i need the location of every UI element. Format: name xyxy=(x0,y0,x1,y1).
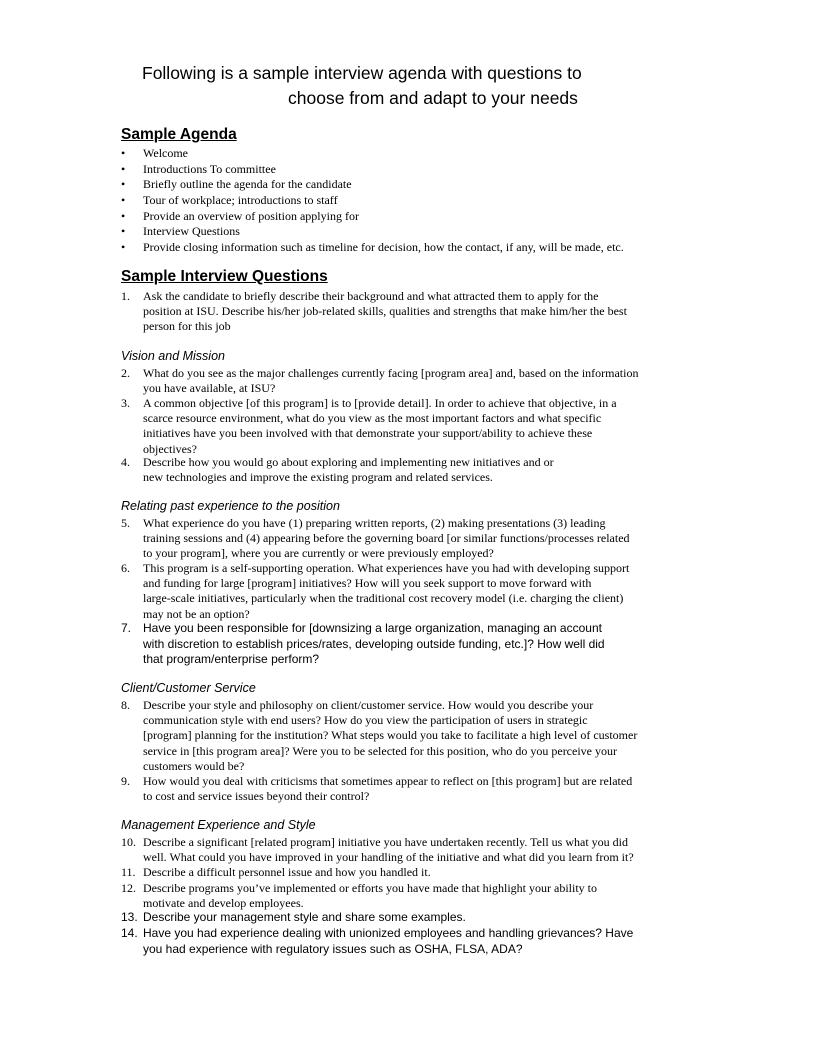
question-number: 5. xyxy=(121,516,130,530)
section-heading-client-service: Client/Customer Service xyxy=(121,681,256,695)
bullet: • xyxy=(121,224,126,239)
document-page: Following is a sample interview agenda with questions to choose from and adapt to your needs Sample Agenda • Welcome • Introductions To committee • Briefly outline the agenda for the candidate • Tour of workplace; introductions to staff • Provide an overview of position applying for • Interview Questions • Provide closing information such as timeline for decision, how the contact, if any, will be made, etc. Sample Interview Questions 1. Ask the candidate to briefly describe their background and what attracted them to apply for the position at ISU. Describe his/her job-related skills, qualities and strengths that make him/her the best person for this job Vision and Mission 2. What do you see as the major challenges currently facing [program area] and, based on the information you have available, at ISU? 3. A common objective [of this program] is to [provide detail]. In order to achieve that objective, in a scarce resource environment, what do you view as the most important factors and what specific initiatives have you been involved with that demonstrate your support/ability to achieve these objectives? 4. Describe how you would go about exploring and implementing new initiatives and or new technologies and improve the existing program and related services. Relating past experience to the position 5. What experience do you have (1) preparing written reports, (2) making presentations (3) leading training sessions and (4) appearing before the governing board [or similar functions/processes related to your program], where you are currently or were previously employed? 6. This program is a self-supporting operation. What experiences have you had with developing support and funding for large [program] initiatives? How will you seek support to move forward with large-scale initiatives, particularly when the traditional cost recovery model (i.e. charging the client) may not be an option? 7. Have you been responsible for [downsizing a large organization, managing an account with discretion to establish prices/rates, developing outside funding, etc.]? How well did that program/enterprise perform? Client/Customer Service 8. Describe your style and philosophy on client/customer service. How would you describe your communication style with end users? How do you view the participation of users in strategic [program] planning for the institution? What steps would you take to facilitate a high level of customer service in [this program area]? Were you to be selected for this position, who do you perceive your customers would be? 9. How would you deal with criticisms that sometimes appear to reflect on [this program] but are related to cost and service issues beyond their control? Management Experience and Style 10. Describe a significant [related program] initiative you have undertaken recently. Tell us what you did well. What could you have improved in your handling of the initiative and what did you learn from it? 11. Describe a difficult personnel issue and how you handled it. 12. Describe programs you’ve implemented or efforts you have made that highlight your ability to motivate and develop employees. 13. Describe your management style and share some examples. 14. Have you had experience dealing with unionized employees and handling grievances? Have you had experience with regulatory issues such as OSHA, FLSA, ADA? xyxy=(0,0,816,1056)
bullet: • xyxy=(121,161,126,176)
question-text: How would you deal with criticisms that sometimes appear to reflect on [this program] but are related to cost and service issues beyond their control? xyxy=(143,774,633,804)
question-number: 4. xyxy=(121,455,130,469)
bullet: • xyxy=(121,240,126,255)
question-number: 8. xyxy=(121,698,130,712)
section-heading-management: Management Experience and Style xyxy=(121,818,316,832)
question-text: What do you see as the major challenges currently facing [program area] and, based on the information you have available, at ISU? xyxy=(143,366,639,396)
question-number: 11. xyxy=(121,865,136,879)
question-number: 12. xyxy=(121,881,136,895)
question-text: Ask the candidate to briefly describe their background and what attracted them to apply for the position at ISU. Describe his/her job-related skills, qualities and strengths that make him/her the best person for this job xyxy=(143,289,627,334)
question-number: 1. xyxy=(121,289,130,303)
question-text: Describe programs you’ve implemented or efforts you have made that highlight your ability to motivate and develop employees. xyxy=(143,881,597,911)
sample-agenda-heading: Sample Agenda xyxy=(121,126,237,143)
question-text: This program is a self-supporting operation. What experiences have you had with developing support and funding for large [program] initiatives? How will you seek support to move forward with large-scale initiatives, particularly when the traditional cost recovery model (i.e. charging the client) may not be an option? xyxy=(143,561,630,621)
bullet: • xyxy=(121,146,126,160)
sample-interview-questions-heading: Sample Interview Questions xyxy=(121,268,328,285)
bullet: • xyxy=(121,208,126,223)
section-heading-vision-mission: Vision and Mission xyxy=(121,349,225,363)
question-number: 10. xyxy=(121,835,136,849)
question-number: 9. xyxy=(121,774,130,788)
question-text: Describe a difficult personnel issue and how you handled it. xyxy=(143,865,431,879)
question-number: 14. xyxy=(121,926,138,940)
question-number: 6. xyxy=(121,561,130,575)
bullet: • xyxy=(121,193,126,208)
question-text: Have you been responsible for [downsizing a large organization, managing an account with discretion to establish prices/rates, developing outside funding, etc.]? How well did that program/enterprise perform? xyxy=(143,621,605,666)
question-text: Describe your management style and share some examples. xyxy=(143,910,466,924)
question-number: 13. xyxy=(121,910,138,924)
question-text: Describe how you would go about exploring and implementing new initiatives and or new technologies and improve the existing program and related services. xyxy=(143,455,554,485)
question-number: 2. xyxy=(121,366,130,380)
question-text: A common objective [of this program] is to [provide detail]. In order to achieve that objective, in a scarce resource environment, what do you view as the most important factors and what specific initiatives have you been involved with that demonstrate your support/ability to achieve these objectives? xyxy=(143,396,617,456)
question-text: Describe your style and philosophy on client/customer service. How would you describe your communication style with end users? How do you view the participation of users in strategic [program] planning for the institution? What steps would you take to facilitate a high level of customer service in [this program area]? Were you to be selected for this position, who do you perceive your customers would be? xyxy=(143,698,638,773)
question-text: What experience do you have (1) preparing written reports, (2) making presentations (3) leading training sessions and (4) appearing before the governing board [or similar functions/processes related to your program], where you are currently or were previously employed? xyxy=(143,516,630,561)
section-heading-past-experience: Relating past experience to the position xyxy=(121,499,340,513)
document-title-line-2: choose from and adapt to your needs xyxy=(288,88,578,108)
bullet: • xyxy=(121,177,126,192)
question-number: 3. xyxy=(121,396,130,410)
question-text: Describe a significant [related program] initiative you have undertaken recently. Tell us what you did well. What could you have improved in your handling of the initiative and what did you learn from it? xyxy=(143,835,634,865)
document-title-line-1: Following is a sample interview agenda with questions to xyxy=(142,63,582,83)
question-text: Have you had experience dealing with unionized employees and handling grievances? Have you had experience with regulatory issues such as OSHA, FLSA, ADA? xyxy=(143,926,634,956)
question-number: 7. xyxy=(121,621,132,635)
